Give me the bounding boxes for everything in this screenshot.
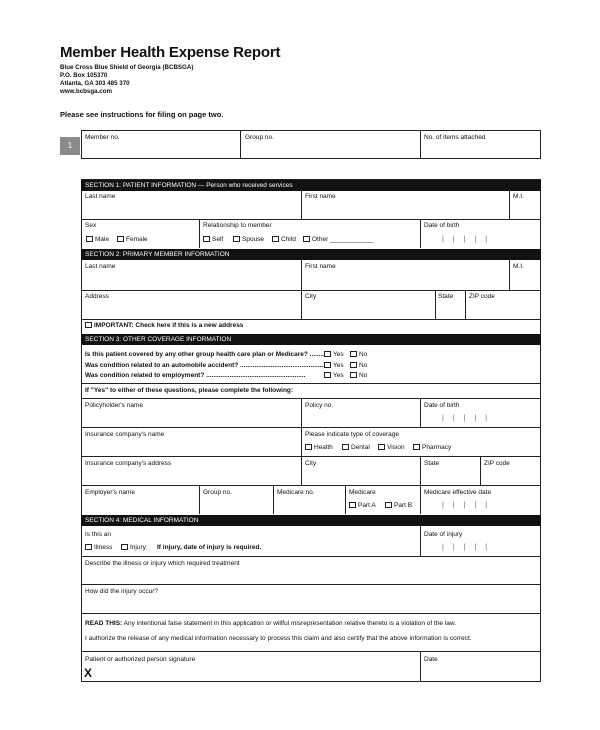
pharmacy-checkbox[interactable]: Pharmacy	[413, 444, 451, 451]
address-line-3: Atlanta, GA 303 485 370	[60, 80, 130, 87]
s1-dob-ticks: |||||	[442, 236, 497, 243]
part-a-checkbox[interactable]: Part A	[349, 502, 376, 509]
insurance-address-field[interactable]: Insurance company's address	[85, 460, 172, 467]
describe-field[interactable]: Describe the illness or injury which required treatment	[85, 560, 240, 567]
q2-text: Was condition related to an automobile accident? ...............................................	[85, 362, 325, 369]
insurance-name-field[interactable]: Insurance company's name	[85, 431, 165, 438]
s1-dob-field[interactable]: Date of birth	[424, 222, 460, 229]
address-line-4: www.bcbsga.com	[60, 88, 113, 95]
how-field[interactable]: How did the injury occur?	[85, 588, 158, 595]
female-checkbox[interactable]: Female	[117, 236, 148, 243]
section4-header: SECTION 4: MEDICAL INFORMATION	[81, 515, 541, 526]
s1-mi-field[interactable]: M.I.	[513, 193, 524, 200]
section1-header: SECTION 1: PATIENT INFORMATION — Person who received services	[81, 180, 541, 191]
q2-yes-checkbox[interactable]: Yes	[324, 362, 344, 369]
instructions: Please see instructions for filing on page two.	[60, 110, 224, 119]
dental-checkbox[interactable]: Dental	[342, 444, 370, 451]
policy-no-field[interactable]: Policy no.	[305, 402, 334, 409]
injury-date-ticks: |||||	[442, 544, 497, 551]
s2-address-field[interactable]: Address	[85, 293, 109, 300]
s2-mi-field[interactable]: M.I.	[513, 263, 524, 270]
relationship-label: Relationship to member	[203, 222, 272, 229]
s2-state-field[interactable]: State	[438, 293, 454, 300]
medicare-date-ticks: |||||	[442, 502, 497, 509]
medicare-label: Medicare	[349, 489, 376, 496]
employer-field[interactable]: Employer's name	[85, 489, 136, 496]
q1-no-checkbox[interactable]: No	[350, 351, 367, 358]
s3-dob-field[interactable]: Date of birth	[424, 402, 460, 409]
authorization-text: I authorize the release of any medical information necessary to process this claim and also certify that the above information is correct.	[85, 635, 472, 642]
s1-first-name-field[interactable]: First name	[305, 193, 336, 200]
signature-date-field[interactable]: Date	[424, 656, 438, 663]
items-attached-field[interactable]: No. of items attached	[424, 134, 486, 141]
date-of-injury-field[interactable]: Date of injury	[424, 531, 463, 538]
policyholder-field[interactable]: Policyholder's name	[85, 402, 143, 409]
q3-no-checkbox[interactable]: No	[350, 372, 367, 379]
s3-group-no-field[interactable]: Group no.	[203, 489, 232, 496]
sex-label: Sex	[85, 222, 97, 229]
q1-yes-checkbox[interactable]: Yes	[324, 351, 344, 358]
injury-note: If injury, date of injury is required.	[157, 544, 262, 551]
q2-no-checkbox[interactable]: No	[350, 362, 367, 369]
new-address-checkbox[interactable]: IMPORTANT: Check here if this is a new address	[85, 322, 243, 329]
s2-first-name-field[interactable]: First name	[305, 263, 336, 270]
signature-field[interactable]: Patient or authorized person signature	[85, 656, 196, 663]
q3-text: Was condition related to employment? .......................................................	[85, 372, 306, 379]
medicare-date-field[interactable]: Medicare effective date	[424, 489, 492, 496]
s2-last-name-field[interactable]: Last name	[85, 263, 116, 270]
section2-header: SECTION 2: PRIMARY MEMBER INFORMATION	[81, 249, 541, 260]
male-checkbox[interactable]: Male	[86, 236, 109, 243]
vision-checkbox[interactable]: Vision	[378, 444, 405, 451]
if-yes-instruction: If "Yes" to either of these questions, please complete the following:	[85, 387, 294, 394]
s3-state-field[interactable]: State	[424, 460, 440, 467]
page-number-badge: 1	[60, 137, 80, 155]
q3-yes-checkbox[interactable]: Yes	[324, 372, 344, 379]
s1-last-name-field[interactable]: Last name	[85, 193, 116, 200]
is-this-label: Is this an	[85, 531, 112, 538]
medicare-no-field[interactable]: Medicare no.	[277, 489, 315, 496]
address-line-2: P.O. Box 105370	[60, 72, 108, 79]
section3-header: SECTION 3: OTHER COVERAGE INFORMATION	[81, 334, 541, 345]
signature-x-mark: X	[84, 666, 93, 680]
s2-city-field[interactable]: City	[305, 293, 317, 300]
q1-text: Is this patient covered by any other group health care plan or Medicare? ........	[85, 351, 325, 358]
illness-checkbox[interactable]: Illness	[85, 544, 112, 551]
s3-dob-ticks: |||||	[442, 415, 497, 422]
group-no-field[interactable]: Group no.	[245, 134, 274, 141]
child-checkbox[interactable]: Child	[272, 236, 296, 243]
s3-zip-field[interactable]: ZIP code	[484, 460, 510, 467]
s2-zip-field[interactable]: ZIP code	[469, 293, 495, 300]
other-checkbox[interactable]: Other ____________	[303, 236, 373, 243]
member-no-field[interactable]: Member no.	[85, 134, 120, 141]
page-title: Member Health Expense Report	[60, 44, 281, 61]
read-this-notice: READ THIS: Any intentional false statement in this application or willful misrepresentation relative thereto is a violation of the law.	[85, 620, 457, 627]
part-b-checkbox[interactable]: Part B	[385, 502, 412, 509]
self-checkbox[interactable]: Self	[203, 236, 223, 243]
spouse-checkbox[interactable]: Spouse	[233, 236, 264, 243]
s3-city-field[interactable]: City	[305, 460, 317, 467]
injury-checkbox[interactable]: Injury	[121, 544, 146, 551]
health-checkbox[interactable]: Health	[305, 444, 333, 451]
address-line-1: Blue Cross Blue Shield of Georgia (BCBSGA)	[60, 64, 194, 71]
coverage-type-label: Please indicate type of coverage	[305, 431, 399, 438]
